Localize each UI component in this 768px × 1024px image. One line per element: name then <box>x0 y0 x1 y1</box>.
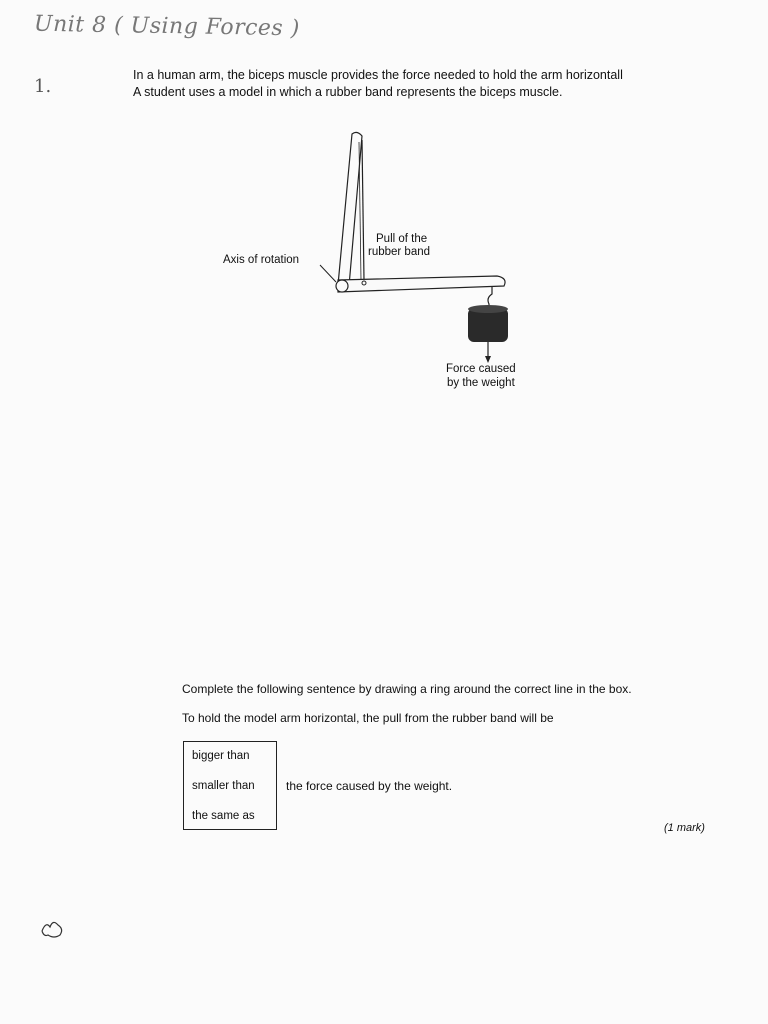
option-smaller-than[interactable]: smaller than <box>192 780 255 792</box>
hook <box>488 286 492 308</box>
handwritten-doodle-icon <box>38 915 70 941</box>
weight-block <box>468 308 508 342</box>
label-force-2: by the weight <box>447 377 515 389</box>
pivot-circle <box>336 280 348 292</box>
answer-options-box <box>183 741 277 830</box>
label-pull-2: rubber band <box>368 246 431 258</box>
unit-title: Unit 8 ( Using Forces ) <box>33 11 300 42</box>
arm-model-diagram <box>200 120 580 405</box>
forearm-bar <box>338 276 505 292</box>
question-number: 1. <box>34 76 52 97</box>
intro-line-2: A student uses a model in which a rubber band represents the biceps muscle. <box>133 85 563 99</box>
option-bigger-than[interactable]: bigger than <box>192 750 250 762</box>
rubber-band <box>362 140 364 280</box>
label-pull-1: Pull of the <box>376 233 428 245</box>
label-force-1: Force caused <box>446 363 516 375</box>
marks-label: (1 mark) <box>664 822 705 834</box>
axis-pointer <box>320 265 336 282</box>
question-stem: To hold the model arm horizontal, the pull from the rubber band will be <box>182 711 554 725</box>
box-divider <box>276 771 277 799</box>
intro-line-1: In a human arm, the biceps muscle provides the force needed to hold the arm horizontall <box>133 68 623 82</box>
instruction-text: Complete the following sentence by drawing a ring around the correct line in the box. <box>182 682 632 696</box>
sentence-suffix: the force caused by the weight. <box>286 779 453 793</box>
upright-bar <box>338 132 362 286</box>
option-same-as[interactable]: the same as <box>192 810 255 822</box>
label-axis-of-rotation: Axis of rotation <box>223 254 300 266</box>
